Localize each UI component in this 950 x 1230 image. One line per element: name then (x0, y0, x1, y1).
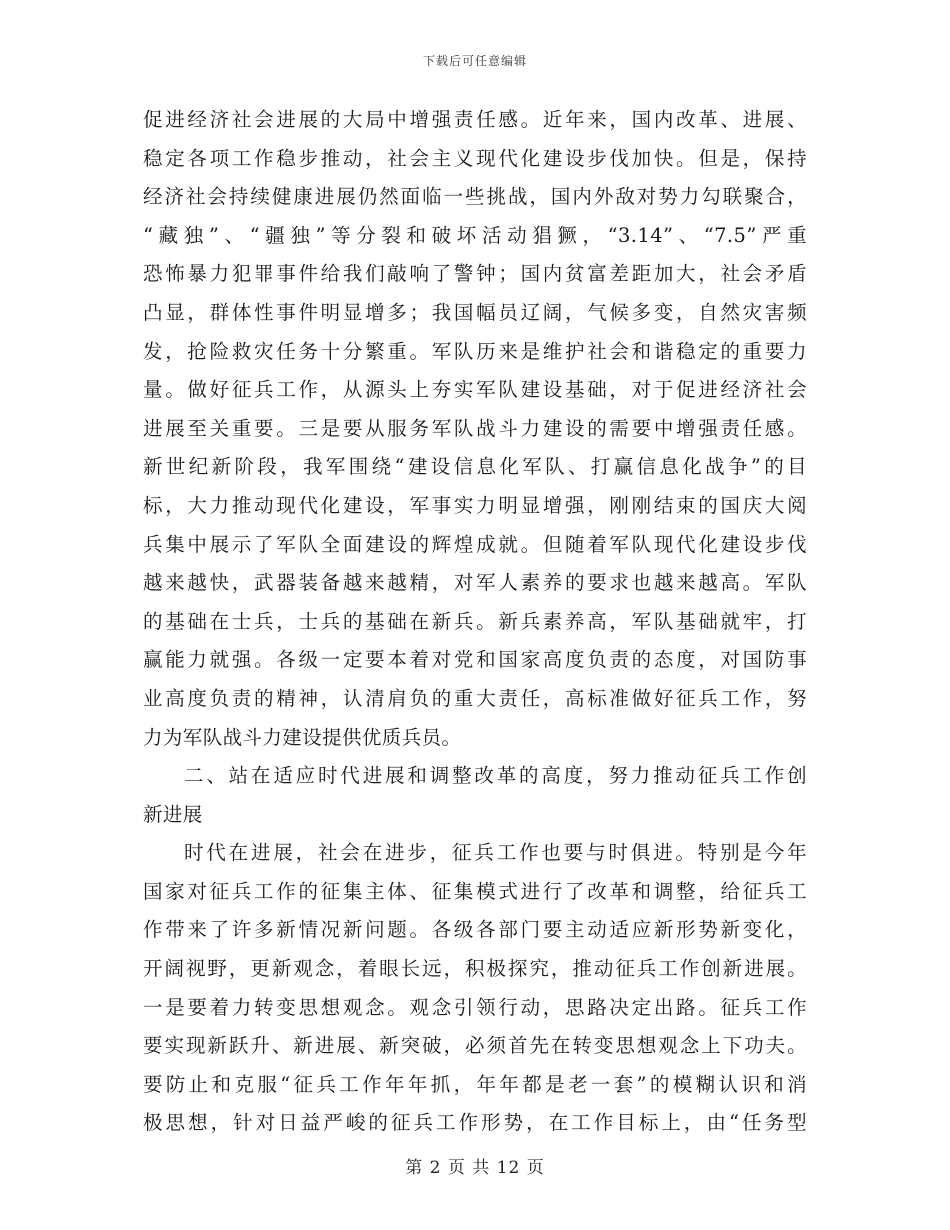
text-line: “藏独”、“疆独”等分裂和破坏活动猖獗，“3.14”、“7.5”严重 (143, 223, 807, 247)
text-line: 促进经济社会进展的大局中增强责任感。近年来，国内改革、进展、 (143, 108, 807, 131)
text-line: 进展至关重要。三是要从服务军队战斗力建设的需要中增强责任感。 (143, 416, 807, 440)
text-line: 极思想，针对日益严峻的征兵工作形势，在工作目标上，由“任务型 (143, 1111, 807, 1135)
text-line: 新世纪新阶段，我军围绕“建设信息化军队、打赢信息化战争”的目 (143, 455, 807, 479)
text-line: 越来越快，武器装备越来越精，对军人素养的要求也越来越高。军队 (143, 571, 807, 595)
text-line: 发，抢险救灾任务十分繁重。军队历来是维护社会和谐稳定的重要力 (143, 339, 807, 363)
text-line: 国家对征兵工作的征集主体、征集模式进行了改革和调整，给征兵工 (143, 879, 807, 903)
text-line: 的基础在士兵，士兵的基础在新兵。新兵素养高，军队基础就牢，打 (143, 609, 807, 633)
text-line: 标，大力推动现代化建设，军事实力明显增强，刚刚结束的国庆大阅 (143, 493, 807, 517)
text-line: 量。做好征兵工作，从源头上夯实军队建设基础，对于促进经济社会 (143, 378, 807, 402)
page-header-note: 下载后可任意编辑 (422, 54, 527, 68)
text-line: 业高度负责的精神，认清肩负的重大责任，高标准做好征兵工作，努 (143, 686, 807, 710)
text-line: 凸显，群体性事件明显增多；我国幅员辽阔，气候多变，自然灾害频 (143, 300, 807, 324)
text-line: 恐怖暴力犯罪事件给我们敲响了警钟；国内贫富差距加大，社会矛盾 (143, 262, 807, 286)
text-line: 力为军队战斗力建设提供优质兵员。 (143, 725, 462, 749)
text-line: 稳定各项工作稳步推动，社会主义现代化建设步伐加快。但是，保持 (143, 146, 807, 170)
text-line: 要防止和克服“征兵工作年年抓，年年都是老一套”的模糊认识和消 (143, 1072, 807, 1096)
paragraph-1 (143, 101, 807, 757)
heading-line: 二、站在适应时代进展和调整改革的高度，努力推动征兵工作创 (184, 764, 807, 788)
text-line: 赢能力就强。各级一定要本着对党和国家高度负责的态度，对国防事 (143, 648, 807, 672)
text-line: 经济社会持续健康进展仍然面临一些挑战，国内外敌对势力勾联聚合， (143, 185, 807, 209)
heading-line: 新进展 (143, 802, 203, 826)
document-body (143, 101, 807, 1143)
paragraph-3 (143, 834, 807, 1143)
text-line: 开阔视野，更新观念，着眼长远，积极探究，推动征兵工作创新进展。 (143, 957, 807, 981)
page-number-footer: 第 2 页 共 12 页 (405, 1158, 545, 1178)
section-heading-2 (143, 757, 807, 834)
text-line: 兵集中展示了军队全面建设的辉煌成就。但随着军队现代化建设步伐 (143, 532, 807, 556)
text-line: 时代在进展，社会在进步，征兵工作也要与时俱进。特别是今年 (184, 841, 807, 865)
text-line: 要实现新跃升、新进展、新突破，必须首先在转变思想观念上下功夫。 (143, 1034, 807, 1058)
text-line: 一是要着力转变思想观念。观念引领行动，思路决定出路。征兵工作 (143, 995, 807, 1019)
text-line: 作带来了许多新情况新问题。各级各部门要主动适应新形势新变化， (143, 918, 807, 942)
